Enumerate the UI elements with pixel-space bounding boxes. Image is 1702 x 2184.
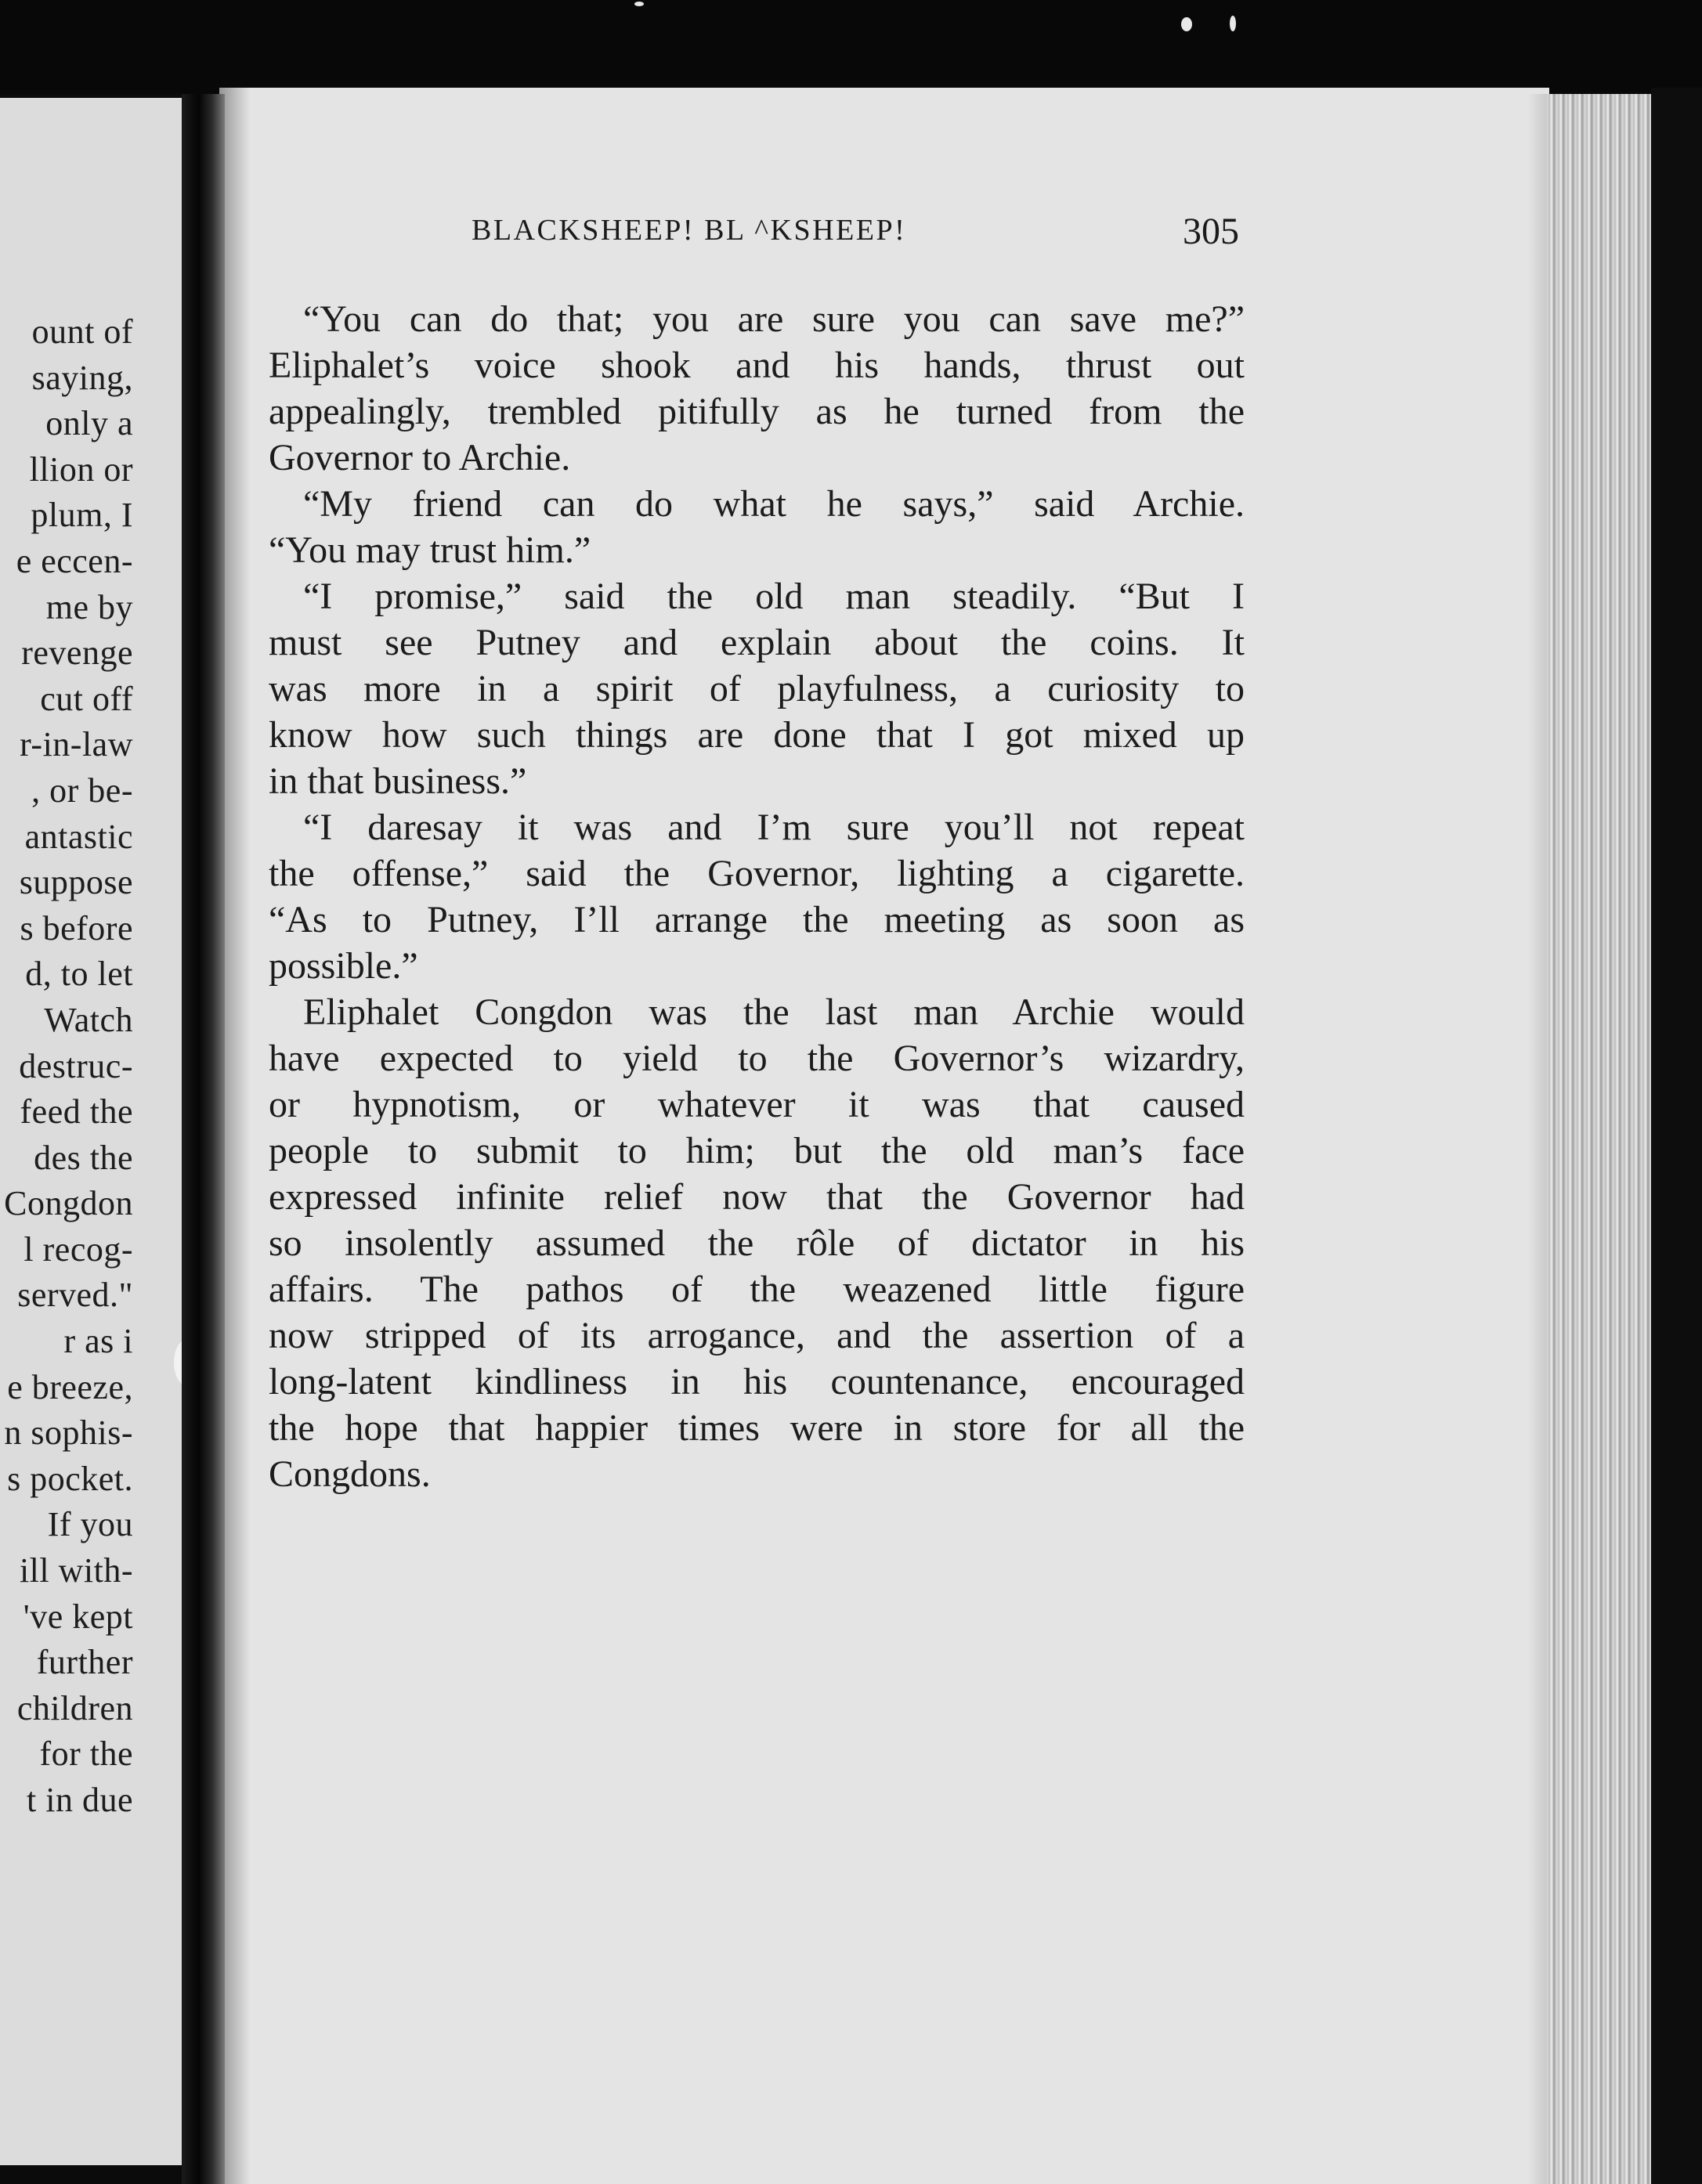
text-line: possible.”	[269, 945, 418, 987]
text-line: “You can do that; you are sure you can save me?”	[303, 298, 1245, 340]
facing-page-line: des the	[34, 1138, 133, 1177]
facing-page-line: revenge	[21, 634, 133, 673]
facing-page-line: destruc-	[19, 1046, 133, 1085]
book-gutter	[182, 94, 225, 2184]
facing-page-line: s pocket.	[7, 1459, 133, 1498]
text-line: Eliphalet Congdon was the last man Archie would	[303, 991, 1245, 1033]
text-line: Congdons.	[269, 1453, 431, 1495]
text-line: so insolently assumed the rôle of dictator in his	[269, 1222, 1245, 1264]
text-line: have expected to yield to the Governor’s wizardry,	[269, 1038, 1245, 1079]
facing-page-line: cut off	[40, 679, 133, 718]
text-line: in that business.”	[269, 760, 527, 802]
facing-page-line: suppose	[19, 863, 133, 902]
text-line: appealingly, trembled pitifully as he turned from the	[269, 391, 1245, 432]
facing-page-line: llion or	[29, 449, 133, 489]
page-number: 305	[1183, 211, 1239, 252]
text-line: expressed infinite relief now that the Governor had	[269, 1176, 1245, 1218]
text-line: affairs. The pathos of the weazened little figure	[269, 1269, 1245, 1310]
body-text	[269, 296, 1245, 1497]
text-line: now stripped of its arrogance, and the assertion of a	[269, 1315, 1245, 1356]
dust-speck	[1230, 16, 1236, 31]
facing-page-line: saying,	[31, 358, 133, 397]
facing-page-line: If you	[47, 1505, 133, 1544]
text-line: the offense,” said the Governor, lighting a cigarette.	[269, 853, 1245, 894]
facing-page-line: r-in-law	[20, 725, 133, 764]
text-line: long-latent kindliness in his countenance, encouraged	[269, 1361, 1245, 1402]
text-line: “My friend can do what he says,” said Archie.	[303, 483, 1245, 525]
facing-page-line: me by	[45, 587, 133, 626]
facing-page-line: e eccen-	[16, 541, 133, 580]
facing-page-line: feed the	[20, 1092, 133, 1132]
facing-page-line: Watch	[44, 1000, 133, 1039]
facing-page-line: children	[16, 1688, 133, 1727]
facing-page-line: e breeze,	[7, 1367, 133, 1406]
text-line: “You may trust him.”	[269, 529, 591, 571]
text-line: know how such things are done that I got mixed up	[269, 714, 1245, 756]
facing-page-line: antastic	[24, 817, 133, 856]
facing-page-left	[0, 98, 186, 2165]
facing-page-line: Congdon	[4, 1184, 133, 1223]
text-line: people to submit to him; but the old man’s face	[269, 1130, 1245, 1171]
page-edges-stack	[1547, 94, 1657, 2184]
facing-page-line: for the	[39, 1735, 133, 1774]
facing-page-line: plum, I	[31, 496, 133, 535]
right-dark-border	[1651, 88, 1702, 2184]
facing-page-line: served."	[17, 1276, 133, 1315]
facing-page-line: ill with-	[19, 1551, 133, 1590]
text-line: Eliphalet’s voice shook and his hands, thrust out	[269, 345, 1245, 386]
facing-page-line: further	[36, 1643, 133, 1682]
text-line: Governor to Archie.	[269, 437, 571, 478]
facing-page-line: 've kept	[23, 1597, 133, 1636]
text-line: was more in a spirit of playfulness, a curiosity to	[269, 668, 1245, 709]
facing-page-line: r as i	[63, 1322, 133, 1361]
text-line: the hope that happier times were in store for all the	[269, 1407, 1245, 1449]
text-line: “I promise,” said the old man steadily. “But I	[303, 576, 1245, 617]
dust-speck	[634, 2, 644, 6]
facing-page-line: only a	[45, 404, 133, 443]
facing-page-line: t in due	[27, 1781, 133, 1819]
facing-page-line: ount of	[31, 312, 133, 351]
facing-page-line: l recog-	[23, 1229, 133, 1269]
facing-page-line: n sophis-	[4, 1413, 133, 1453]
facing-page-line: d, to let	[25, 955, 133, 994]
text-line: must see Putney and explain about the coins. It	[269, 622, 1245, 663]
facing-page-line: , or be-	[31, 771, 133, 810]
text-line: or hypnotism, or whatever it was that caused	[269, 1084, 1245, 1125]
text-line: “I daresay it was and I’m sure you’ll not repeat	[303, 807, 1245, 848]
text-line: “As to Putney, I’ll arrange the meeting as soon as	[269, 899, 1245, 940]
running-head: BLACKSHEEP! BL ^KSHEEP!	[472, 214, 907, 247]
top-dark-band	[0, 0, 1702, 94]
facing-page-text-fragments	[0, 309, 133, 1824]
facing-page-line: s before	[20, 908, 133, 948]
dust-speck	[1181, 17, 1192, 31]
